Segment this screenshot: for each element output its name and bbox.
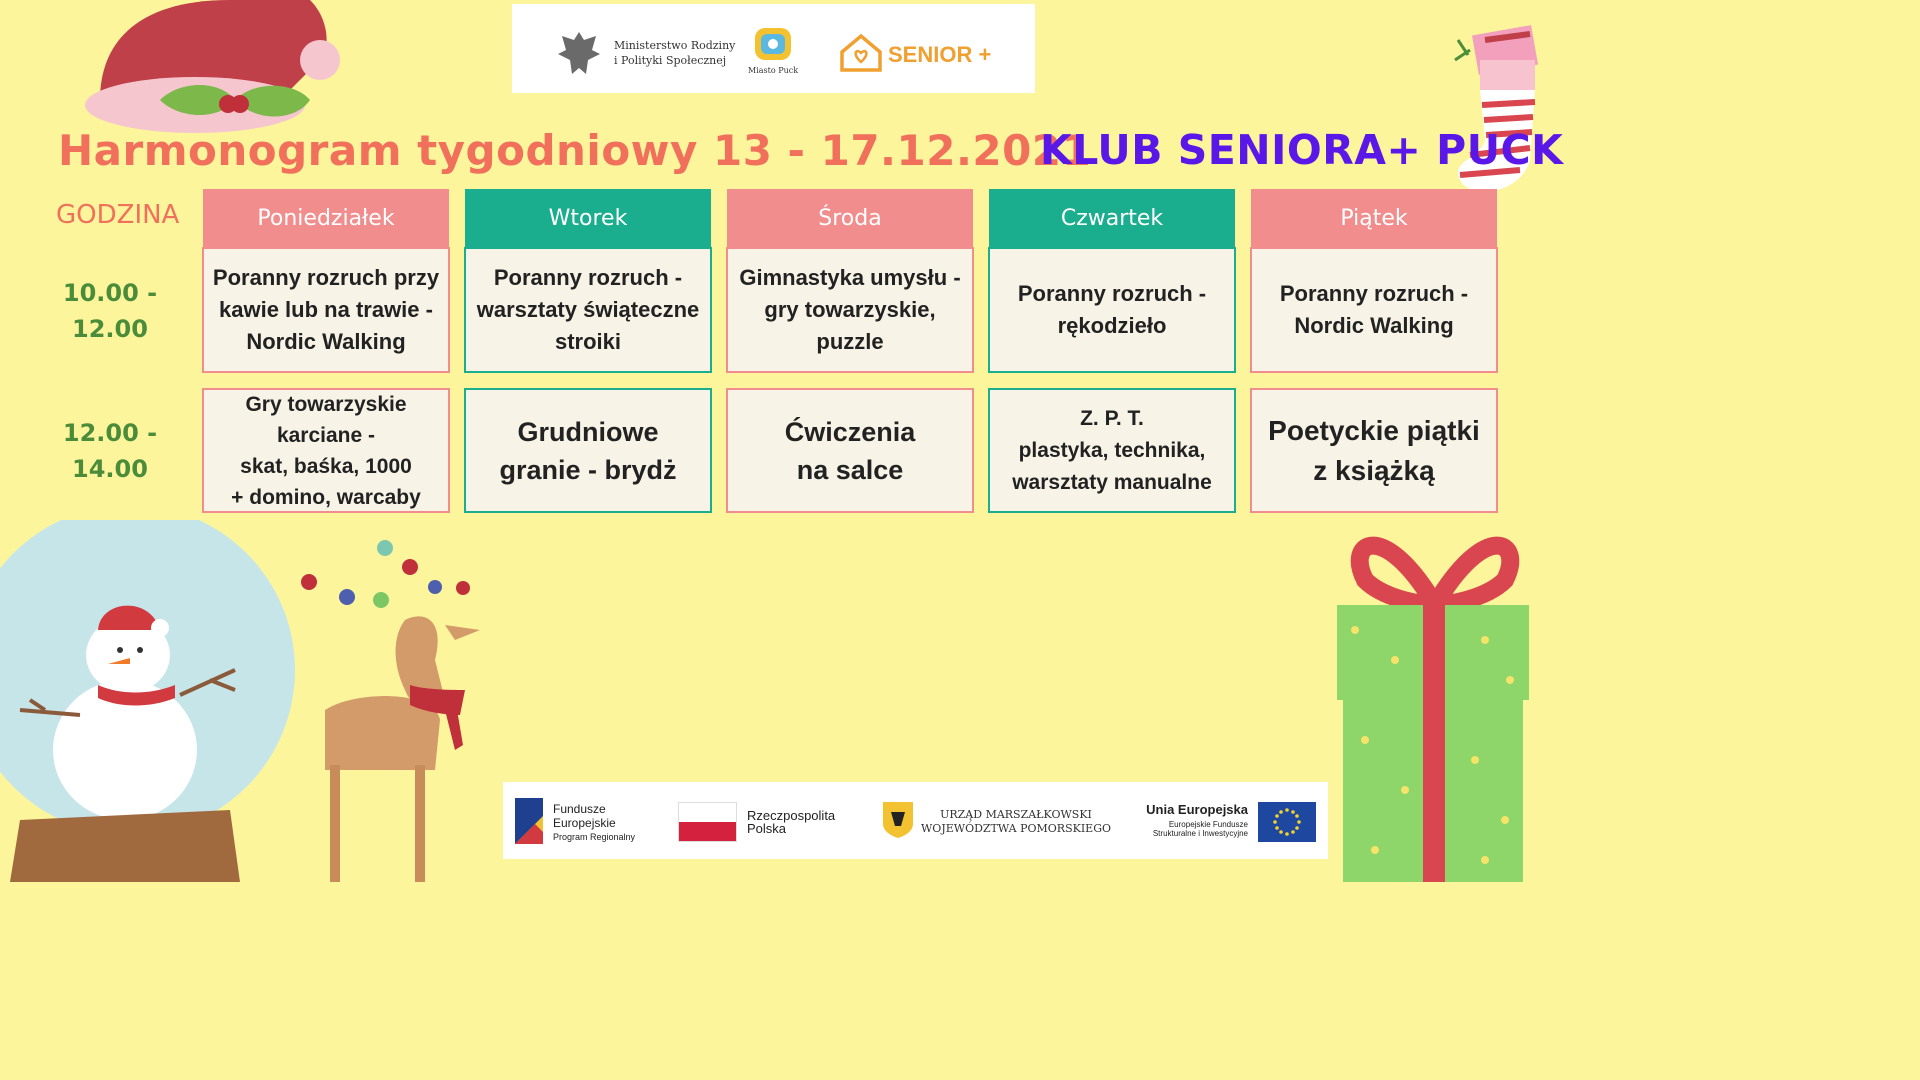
page-title: Harmonogram tygodniowy 13 - 17.12.2021: [58, 126, 1092, 175]
urzad-name-2: WOJEWÓDZTWA POMORSKIEGO: [921, 822, 1112, 835]
funds-name-2: Europejskie: [553, 816, 616, 830]
reindeer-decoration: [295, 540, 495, 882]
rp-name-2: Polska: [747, 821, 787, 836]
slot-monday-2: Gry towarzyskie karciane - skat, baśka, 1000 + domino, warcaby: [202, 388, 450, 513]
bottom-logo-bar: [503, 782, 1328, 859]
funds-name-1: Fundusze: [553, 802, 606, 816]
club-name: KLUB SENIORA+ PUCK: [1040, 126, 1564, 174]
eagle-emblem-icon: [556, 28, 602, 78]
header-friday: Piątek: [1251, 189, 1497, 248]
santa-hat-decoration: [80, 0, 360, 140]
header-monday: Poniedziałek: [203, 189, 449, 248]
senior-plus-logo: SENIOR +: [888, 42, 992, 67]
puck-coat-of-arms-icon: [749, 24, 797, 64]
header-thursday: Czwartek: [989, 189, 1235, 248]
ministry-name: Ministerstwo Rodziny i Polityki Społecznej: [614, 39, 736, 67]
snowglobe-decoration: [0, 520, 310, 882]
funds-program: Program Regionalny: [553, 832, 636, 842]
slot-tuesday-1: Poranny rozruch - warsztaty świąteczne stroiki: [464, 247, 712, 373]
slot-thursday-1: Poranny rozruch - rękodzieło: [988, 247, 1236, 373]
slot-monday-1: Poranny rozruch przy kawie lub na trawie - Nordic Walking: [202, 247, 450, 373]
slot-wednesday-1: Gimnastyka umysłu - gry towarzyskie, puzzle: [726, 247, 974, 373]
rp-name-1: Rzeczpospolita: [747, 808, 836, 823]
time-slot-1: 10.00 - 12.00: [62, 279, 158, 343]
slot-friday-2: Poetyckie piątki z książką: [1250, 388, 1498, 513]
slot-tuesday-2: Grudniowe granie - brydż: [464, 388, 712, 513]
eu-flag-icon: [1258, 802, 1316, 842]
header-tuesday: Wtorek: [465, 189, 711, 248]
polish-flag-icon: [678, 802, 737, 842]
eu-funds-1: Europejskie Fundusze: [1168, 820, 1248, 829]
slot-thursday-2: Z. P. T. plastyka, technika, warsztaty manualne: [988, 388, 1236, 513]
slot-friday-1: Poranny rozruch - Nordic Walking: [1250, 247, 1498, 373]
house-heart-icon: [838, 32, 884, 74]
gift-box-decoration: [1335, 510, 1535, 882]
eu-funds-2: Strukturalne i Inwestycyjne: [1152, 829, 1248, 838]
top-logo-bar: [512, 4, 1035, 93]
eu-name: Unia Europejska: [1146, 802, 1248, 817]
hour-column-label: GODZINA: [56, 200, 180, 230]
slot-wednesday-2: Ćwiczenia na salce: [726, 388, 974, 513]
time-slot-2: 12.00 - 14.00: [62, 419, 158, 483]
header-wednesday: Środa: [727, 189, 973, 248]
urzad-name-1: URZĄD MARSZAŁKOWSKI: [940, 808, 1092, 821]
pomorskie-coat-of-arms-icon: [881, 800, 915, 840]
european-funds-logo-icon: [513, 796, 545, 846]
city-name: Miasto Puck: [748, 66, 799, 75]
